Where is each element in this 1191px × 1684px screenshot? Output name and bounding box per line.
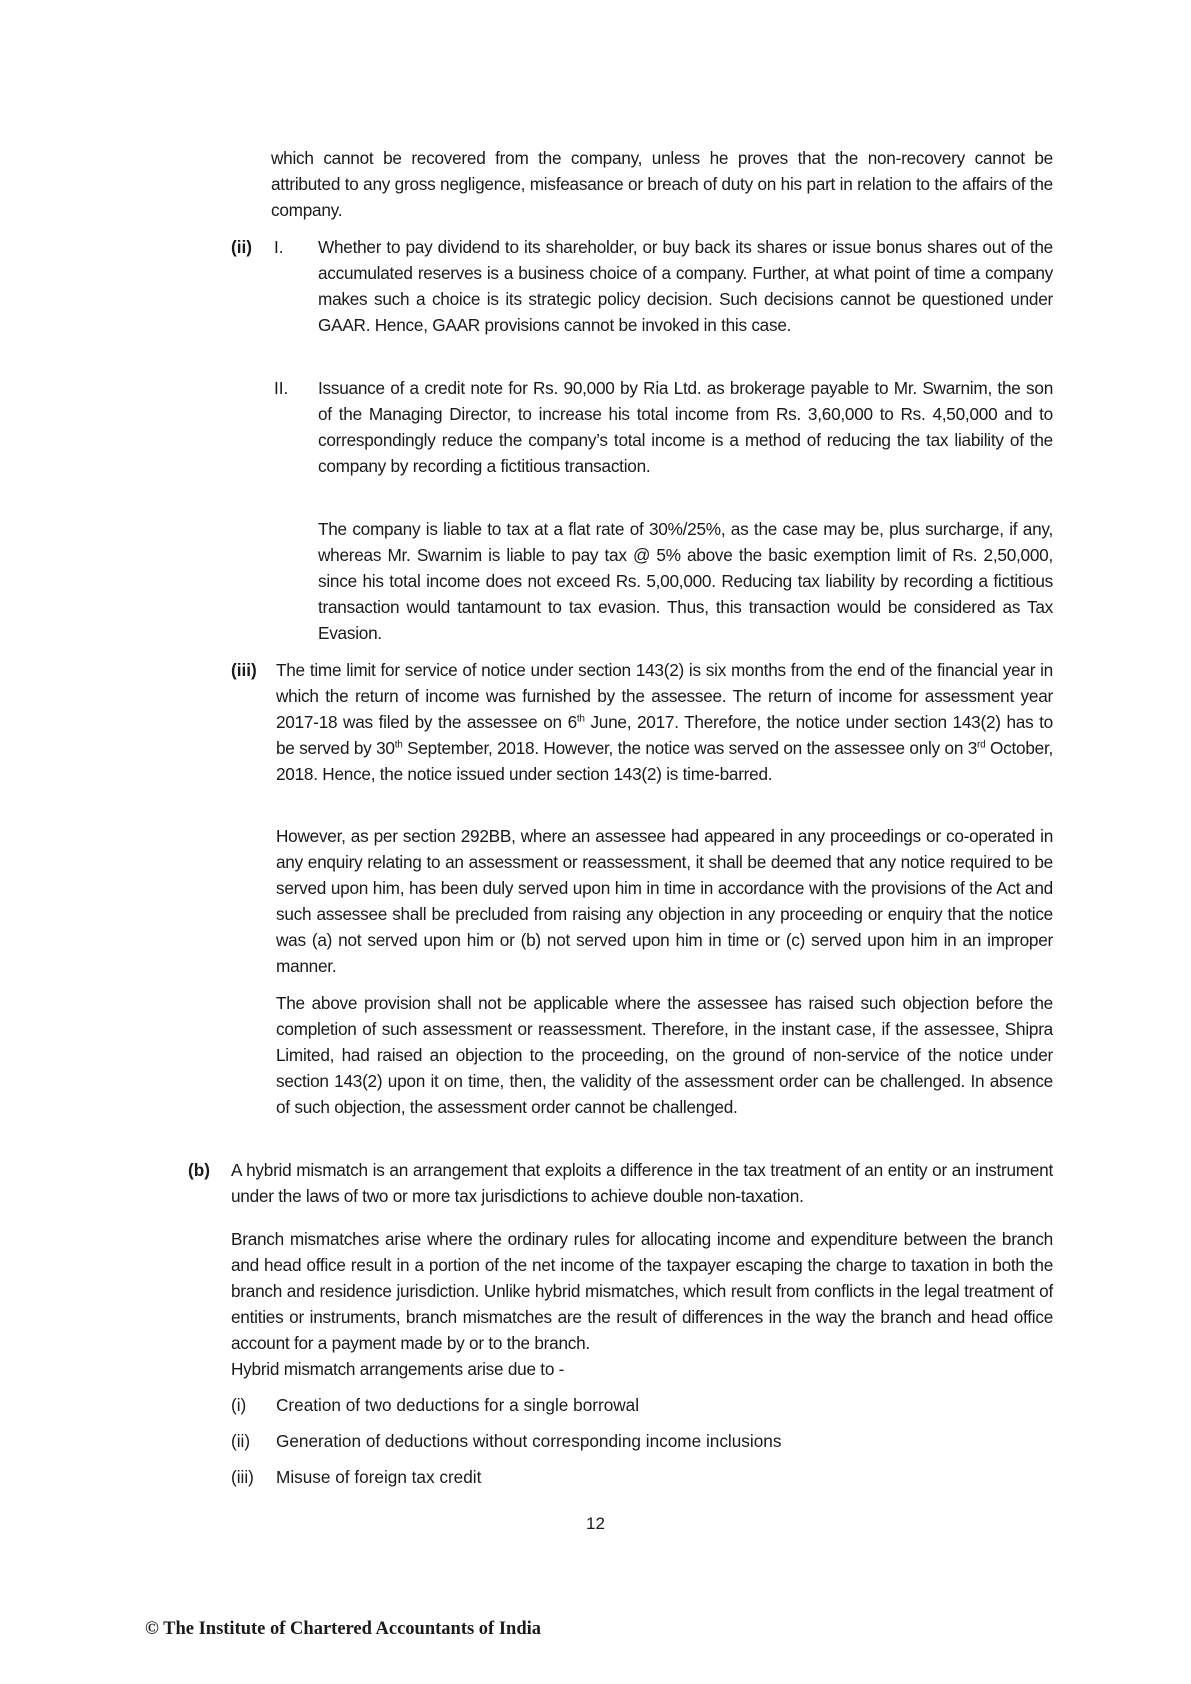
- iii-text-1: The time limit for service of notice under section 143(2) is six months from the end of the financial year in which the return of income was furnished by the assessee. The return of income for assessment year 2017-18 was filed by the assessee on 6: [276, 660, 1053, 732]
- iii-sup-2: th: [394, 739, 403, 751]
- item-iii-label: (iii): [231, 660, 257, 680]
- item-ii-II-text: Issuance of a credit note for Rs. 90,000 by Ria Ltd. as brokerage payable to Mr. Swarnim, the son of the Managing Director, to increase his total income from Rs. 3,60,000 to Rs. 4,50,000 and to correspondingly reduce the company’s total income is a method of reducing the tax liability of the company by recording a fictitious transaction.: [318, 378, 1053, 476]
- item-ii-II-label: II.: [274, 378, 289, 398]
- item-b-label: (b): [188, 1160, 210, 1180]
- item-iii-paragraph-3: The above provision shall not be applicable where the assessee has raised such objection before the completion of such assessment or reassessment. Therefore, in the instant case, if the assessee, Shipra Limited, had raised an objection to the proceeding, on the ground of non-service of the notice under section 143(2) upon it on time, then, the validity of the assessment order can be challenged. In absence of such objection, the assessment order cannot be challenged.: [276, 993, 1053, 1117]
- item-iii-paragraph-2: However, as per section 292BB, where an assessee had appeared in any proceedings or co-operated in any enquiry relating to an assessment or reassessment, it shall be deemed that any notice required to be served upon him, has been duly served upon him in time in accordance with the provisions of the Act and such assessee shall be precluded from raising any objection in any proceeding or enquiry that the notice was (a) not served upon him or (b) not served upon him in time or (c) served upon him in an improper manner.: [276, 826, 1053, 976]
- item-ii-label: (ii): [231, 237, 252, 257]
- intro-paragraph: which cannot be recovered from the company, unless he proves that the non-recovery cannot be attributed to any gross negligence, misfeasance or breach of duty on his part in relation to the affairs of the company.: [271, 148, 1053, 220]
- iii-sup-3: rd: [977, 739, 986, 751]
- footer-copyright: © The Institute of Chartered Accountants of India: [145, 1619, 542, 1639]
- item-ii-I-text: Whether to pay dividend to its shareholder, or buy back its shares or issue bonus shares out of the accumulated reserves is a business choice of a company. Further, at what point of time a company makes such a choice is its strategic policy decision. Such decisions cannot be questioned under GAAR. Hence, GAAR provisions cannot be invoked in this case.: [318, 237, 1053, 335]
- b-list-item-text: Generation of deductions without corresponding income inclusions: [276, 1431, 782, 1451]
- b-list-item-label: (ii): [231, 1431, 251, 1451]
- iii-text-2: June, 2017. Therefore, the notice under section 143(2) has to be served by 30: [276, 712, 1053, 758]
- item-ii-II-text-2: The company is liable to tax at a flat rate of 30%/25%, as the case may be, plus surcharge, if any, whereas Mr. Swarnim is liable to pay tax @ 5% above the basic exemption limit of Rs. 2,50,000, since his total income does not exceed Rs. 5,00,000. Reducing tax liability by recording a fictitious transaction would tantamount to tax evasion. Thus, this transaction would be considered as Tax Evasion.: [318, 519, 1053, 643]
- b-list-item-text: Misuse of foreign tax credit: [276, 1467, 482, 1487]
- item-ii-I-label: I.: [274, 237, 284, 257]
- item-b-paragraph-3: Hybrid mismatch arrangements arise due to -: [231, 1359, 565, 1379]
- iii-sup-1: th: [576, 713, 585, 725]
- iii-text-4: October, 2018. Hence, the notice issued under section 143(2) is time-barred.: [276, 738, 1053, 784]
- item-iii-paragraph-1: [276, 657, 1053, 787]
- page-number: 12: [586, 1514, 605, 1533]
- b-list-item-label: (iii): [231, 1467, 254, 1487]
- item-b-paragraph-2: Branch mismatches arise where the ordinary rules for allocating income and expenditure between the branch and head office result in a portion of the net income of the taxpayer escaping the charge to taxation in both the branch and residence jurisdiction. Unlike hybrid mismatches, which result from conflicts in the legal treatment of entities or instruments, branch mismatches are the result of differences in the way the branch and head office account for a payment made by or to the branch.: [231, 1229, 1053, 1353]
- b-list-item-label: (i): [231, 1395, 247, 1415]
- iii-text-3: September, 2018. However, the notice was served on the assessee only on 3: [402, 738, 978, 758]
- item-b-paragraph-1: A hybrid mismatch is an arrangement that exploits a difference in the tax treatment of an entity or an instrument under the laws of two or more tax jurisdictions to achieve double non-taxation.: [231, 1160, 1053, 1206]
- b-list-item-text: Creation of two deductions for a single borrowal: [276, 1395, 640, 1415]
